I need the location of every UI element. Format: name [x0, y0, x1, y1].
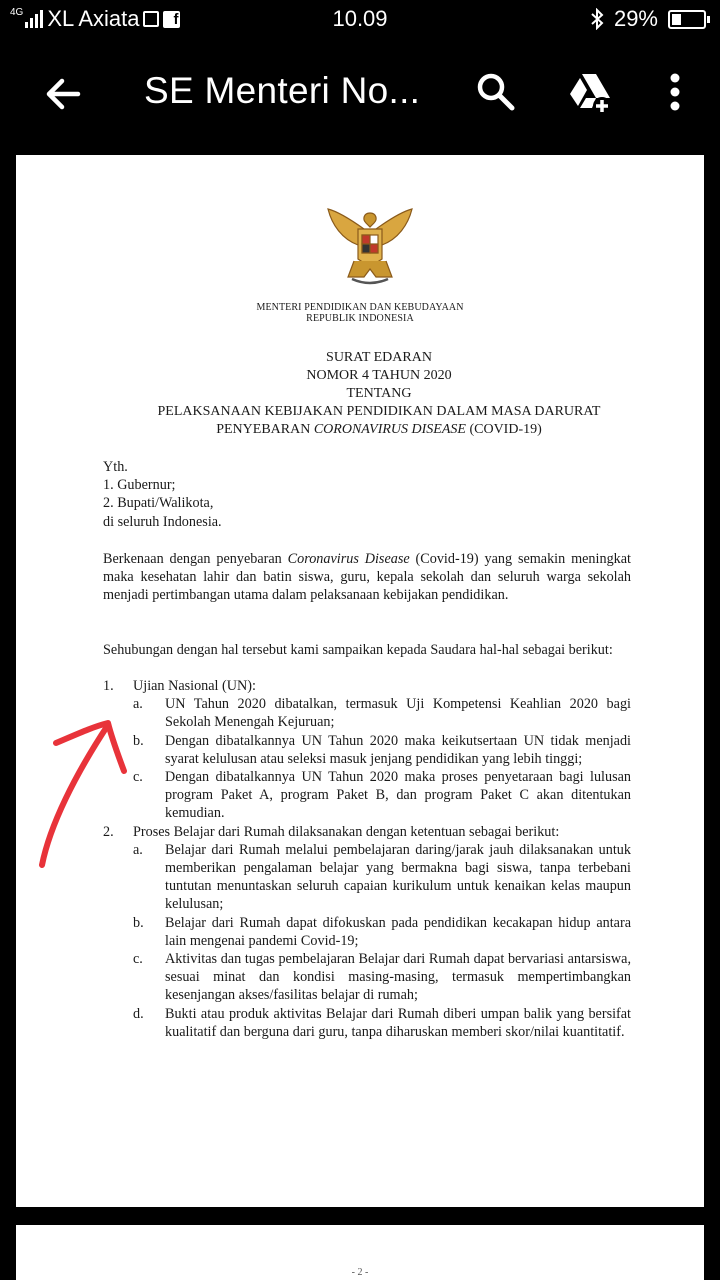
heading-line-2: NOMOR 4 TAHUN 2020	[306, 368, 452, 383]
sub-text: Belajar dari Rumah melalui pembelajaran daring/jarak jauh dilaksanakan untuk memberikan pengalaman belajar yang bermakna bagi siswa, tanpa terbebani tuntutan menuntaskan seluruh capaian kurikulum untuk kenaikan kelas maupun kelulusan;	[165, 841, 631, 913]
search-button[interactable]	[474, 70, 518, 114]
more-vert-icon	[660, 70, 690, 116]
sub-item	[103, 768, 631, 823]
arrow-left-icon	[42, 72, 86, 116]
sub-letter: b.	[133, 914, 144, 931]
para1-pre: Berkenaan dengan penyebaran	[103, 551, 288, 567]
battery-percent: 29%	[613, 6, 658, 31]
heading-line-3: TENTANG	[346, 386, 412, 401]
item-title: Ujian Nasional (UN):	[133, 678, 256, 694]
sub-text: Bukti atau produk aktivitas Belajar dari Rumah diberi umpan balik yang bersifat kualitatif dan berguna dari guru, tanpa diharuskan memberi skor/nilai kuantitatif.	[165, 1005, 631, 1040]
search-icon	[474, 70, 518, 114]
item-number: 2.	[103, 823, 114, 840]
bluetooth-icon	[590, 8, 604, 30]
sub-text: Dengan dibatalkannya UN Tahun 2020 maka proses penyetaraan bagi lulusan program Paket A, program Paket B, dan program Paket C akan ditentukan kemudian.	[165, 769, 631, 822]
sub-letter: c.	[133, 951, 143, 968]
sub-item	[103, 950, 631, 1005]
addressee-line: Yth.	[103, 459, 128, 475]
sub-letter: d.	[133, 1005, 144, 1022]
document-title: SE Menteri No...	[144, 70, 421, 111]
sub-text: Dengan dibatalkannya UN Tahun 2020 maka keikutsertaan UN tidak menjadi syarat kelulusan atau seleksi masuk jenjang pendidikan yang lebih tinggi;	[165, 732, 631, 767]
addressee-line: di seluruh Indonesia.	[103, 513, 222, 530]
sub-letter: a.	[133, 696, 143, 713]
list-item	[103, 677, 631, 695]
heading-line-5-post: (COVID-19)	[465, 422, 542, 437]
opening-paragraph	[103, 550, 631, 605]
sub-item	[103, 732, 631, 768]
status-bar	[0, 0, 720, 40]
item-number: 1.	[103, 678, 114, 694]
heading-line-4: PELAKSANAAN KEBIJAKAN PENDIDIKAN DALAM MASA DARURAT	[157, 404, 601, 419]
para1-post: (Covid-19) yang semakin meningkat maka kesehatan lahir dan batin siswa, guru, kepala sekolah dan seluruh warga sekolah menjadi pertimbangan utama dalam pelaksanaan kebijakan pendidikan.	[103, 551, 631, 604]
addressee-block	[103, 458, 631, 531]
sub-letter: a.	[133, 841, 143, 858]
intro-paragraph: Sehubungan dengan hal tersebut kami sampaikan kepada Saudara hal-hal sebagai berikut:	[103, 642, 613, 658]
item-title: Proses Belajar dari Rumah dilaksanakan dengan ketentuan sebagai berikut:	[133, 823, 560, 840]
battery-fill	[672, 14, 681, 25]
more-options-button[interactable]	[660, 70, 690, 116]
network-type: 4G	[10, 6, 24, 18]
country-name: REPUBLIK INDONESIA	[306, 313, 414, 324]
sub-text: Aktivitas dan tugas pembelajaran Belajar dari Rumah dapat bervariasi antarsiswa, sesuai minat dan kondisi masing-masing, termasuk mempertimbangkan kesenjangan akses/fasilitas belajar di rumah;	[165, 951, 631, 1004]
sub-text: UN Tahun 2020 dibatalkan, termasuk Uji Kompetensi Keahlian 2020 bagi Sekolah Menengah Kejuruan;	[165, 696, 631, 731]
para1-italic: Coronavirus Disease	[287, 551, 410, 567]
battery-icon	[668, 10, 706, 29]
app-toolbar	[0, 40, 720, 150]
back-button[interactable]	[42, 72, 86, 116]
ministry-header	[16, 302, 704, 324]
status-right	[590, 6, 706, 32]
sub-letter: b.	[133, 732, 144, 749]
garuda-emblem-icon	[324, 199, 416, 291]
sub-item	[103, 914, 631, 950]
add-to-drive-icon	[566, 70, 614, 116]
provisions-list	[103, 677, 631, 1041]
heading-line-5-italic: CORONAVIRUS DISEASE	[313, 422, 466, 437]
addressee-line: 2. Bupati/Walikota,	[103, 495, 214, 512]
sub-item	[103, 841, 631, 914]
sub-letter: c.	[133, 769, 143, 786]
ministry-name: MENTERI PENDIDIKAN DAN KEBUDAYAAN	[256, 302, 464, 313]
carrier-name: XL Axiata	[47, 6, 140, 31]
document-viewer[interactable]	[0, 150, 720, 1280]
sub-item	[103, 695, 631, 731]
document-page-2	[16, 1225, 704, 1280]
clock: 10.09	[332, 6, 388, 31]
heading-line-1: SURAT EDARAN	[326, 350, 432, 365]
page-number: - 2 -	[351, 1267, 369, 1278]
letter-heading	[76, 349, 682, 439]
sub-text: Belajar dari Rumah dapat difokuskan pada pendidikan kecakapan hidup antara lain mengenai pandemi Covid-19;	[165, 914, 631, 949]
facebook-icon: f	[163, 11, 180, 28]
heading-line-5	[76, 421, 682, 439]
add-to-drive-button[interactable]	[566, 70, 614, 116]
addressee-line: 1. Gubernur;	[103, 477, 176, 494]
heading-line-5-pre: PENYEBARAN	[216, 422, 314, 437]
list-item	[103, 823, 631, 841]
document-page-1	[16, 155, 704, 1207]
sub-item	[103, 1005, 631, 1041]
